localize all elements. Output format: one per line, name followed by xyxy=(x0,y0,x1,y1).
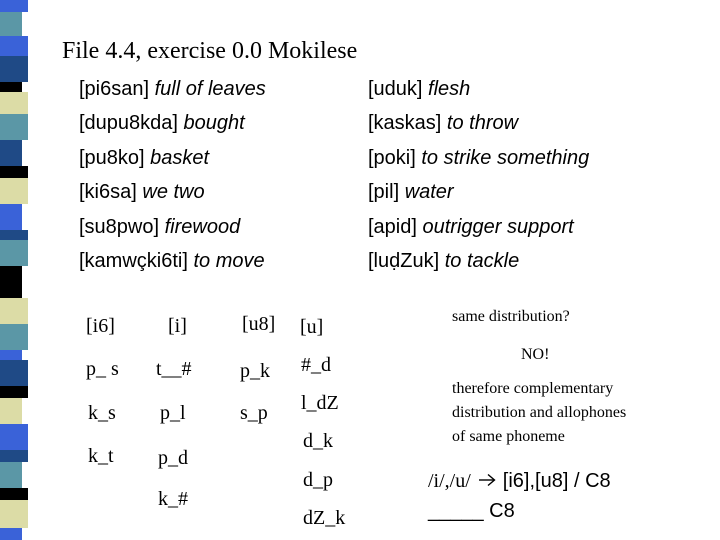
strip-block xyxy=(0,12,22,36)
strip-block xyxy=(0,462,22,488)
strip-block xyxy=(0,240,28,266)
example-item xyxy=(79,147,209,170)
slide-title: File 4.4, exercise 0.0 Mokilese xyxy=(62,38,358,64)
example-gloss: outrigger support xyxy=(422,216,574,238)
strip-block xyxy=(0,386,28,398)
strip-block xyxy=(0,298,28,324)
column-header-u: [u] xyxy=(300,316,324,338)
example-form: [kaskas] xyxy=(368,112,442,134)
example-gloss: water xyxy=(404,181,454,203)
environment-cell: d_p xyxy=(303,469,333,491)
column-header-i: [i] xyxy=(168,315,187,337)
environment-cell: p_k xyxy=(240,360,270,382)
environment-cell: k_t xyxy=(88,445,114,467)
example-form: [dupu8kda] xyxy=(79,112,178,134)
environment-cell: #_d xyxy=(301,354,331,376)
environment-cell: l_dZ xyxy=(301,392,339,414)
decorative-color-strip xyxy=(0,0,30,540)
strip-block xyxy=(0,488,28,500)
right-arrow-icon xyxy=(478,470,496,493)
strip-block xyxy=(0,230,28,240)
environment-cell: p_l xyxy=(160,402,186,424)
example-gloss: to tackle xyxy=(444,250,520,272)
strip-block xyxy=(0,528,22,540)
note-answer: NO! xyxy=(521,346,550,363)
example-form: [pil] xyxy=(368,181,400,203)
strip-block xyxy=(0,360,28,386)
note-conclusion-line: distribution and allophones xyxy=(452,404,627,421)
phonological-rule xyxy=(428,470,611,493)
environment-cell: k_# xyxy=(158,488,188,510)
example-gloss: full of leaves xyxy=(154,78,266,100)
strip-block xyxy=(0,114,28,140)
strip-block xyxy=(0,500,28,528)
example-item xyxy=(79,181,205,204)
example-item xyxy=(368,147,589,170)
example-gloss: basket xyxy=(150,147,210,169)
environment-cell: t__# xyxy=(156,358,192,380)
example-gloss: we two xyxy=(142,181,205,203)
example-gloss: to throw xyxy=(446,112,519,134)
rule-lhs: /i/,/u/ xyxy=(428,470,471,492)
example-form: [ki6sa] xyxy=(79,181,137,203)
strip-block xyxy=(0,56,28,82)
environment-cell: s_p xyxy=(240,402,268,424)
strip-block xyxy=(0,450,28,462)
strip-block xyxy=(0,0,28,12)
column-header-i6: [i6] xyxy=(86,315,115,337)
strip-block xyxy=(0,204,22,230)
example-item xyxy=(368,112,518,135)
example-gloss: to strike something xyxy=(421,147,590,169)
example-item xyxy=(368,78,470,101)
environment-cell: p_d xyxy=(158,447,188,469)
strip-block xyxy=(0,178,28,204)
example-form: [pi6san] xyxy=(79,78,150,100)
strip-block xyxy=(0,92,28,114)
environment-cell: d_k xyxy=(303,430,333,452)
example-form: [apid] xyxy=(368,216,417,238)
example-gloss: flesh xyxy=(428,78,471,100)
example-form: [pu8ko] xyxy=(79,147,145,169)
example-item xyxy=(79,250,265,273)
example-item xyxy=(79,112,245,135)
strip-block xyxy=(0,266,22,298)
note-question: same distribution? xyxy=(452,308,570,325)
note-conclusion-line: of same phoneme xyxy=(452,428,565,445)
strip-block xyxy=(0,166,28,178)
example-form: [poki] xyxy=(368,147,416,169)
strip-block xyxy=(0,350,22,360)
strip-block xyxy=(0,324,28,350)
example-item xyxy=(368,216,574,239)
example-form: [su8pwo] xyxy=(79,216,160,238)
environment-cell: p_ s xyxy=(86,358,119,380)
note-conclusion-line: therefore complementary xyxy=(452,380,614,397)
example-gloss: to move xyxy=(193,250,265,272)
strip-block xyxy=(0,140,22,166)
strip-block xyxy=(0,424,28,450)
example-item xyxy=(368,181,454,204)
rule-environment: _____ C8 xyxy=(428,500,515,522)
environment-cell: k_s xyxy=(88,402,116,424)
example-item xyxy=(79,216,240,239)
example-item xyxy=(79,78,266,101)
environment-cell: dZ_k xyxy=(303,507,346,529)
example-gloss: firewood xyxy=(164,216,241,238)
strip-block xyxy=(0,398,22,424)
example-form: [uduk] xyxy=(368,78,423,100)
example-item xyxy=(368,250,519,273)
rule-rhs: [i6],[u8] / C8 xyxy=(502,470,611,492)
example-gloss: bought xyxy=(183,112,245,134)
strip-block xyxy=(0,82,22,92)
example-form: [luḍZuk] xyxy=(368,250,440,272)
example-form: [kamwçki6ti] xyxy=(79,250,188,272)
column-header-u8: [u8] xyxy=(242,313,276,335)
strip-block xyxy=(0,36,28,56)
